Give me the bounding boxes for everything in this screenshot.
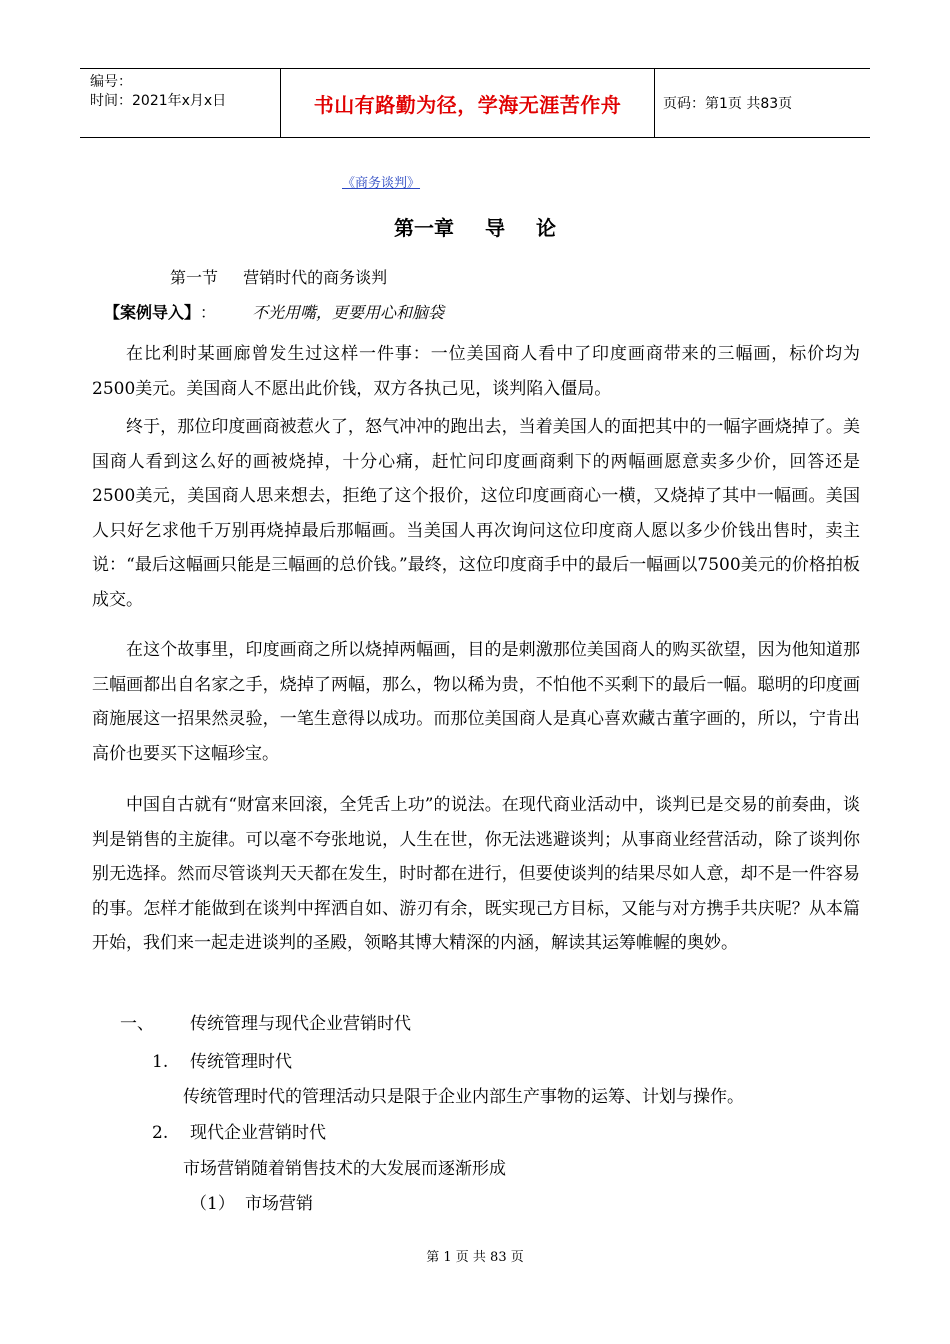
section-title: 第一节 营销时代的商务谈判 [170, 268, 388, 287]
paragraph-4 [92, 788, 860, 961]
motto: 书山有路勤为径，学海无涯苦作舟 [313, 92, 622, 117]
paragraph-text: 在比利时某画廊曾发生过这样一件事：一位美国商人看中了印度画商带来的三幅画，标价均为2500美元。美国商人不愿出此价钱，双方各执己见，谈判陷入僵局。 [92, 344, 860, 399]
item-1-description: 传统管理时代的管理活动只是限于企业内部生产事物的运筹、计划与操作。 [183, 1087, 744, 1107]
header-left-cell [80, 69, 280, 137]
paragraph-text: 终于，那位印度画商被惹火了，怒气冲冲的跑出去，当着美国人的面把其中的一幅字画烧掉了。美国商人看到这么好的画被烧掉，十分心痛，赶忙问印度画商剩下的两幅画愿意卖多少价，回答还是2500美元，美国商人思来想去，拒绝了这个报价，这位印度画商心一横，又烧掉了其中一幅画。美国人只好乞求他千万别再烧掉最后那幅画。当美国人再次询问这位印度商人愿以多少价钱出售时，卖主说：“最后这幅画只能是三幅画的总价钱。”最终，这位印度商手中的最后一幅画以7500美元的价格拍板成交。 [92, 417, 860, 610]
page-header [80, 68, 870, 138]
case-title: 不光用嘴，更要用心和脑袋 [252, 303, 445, 322]
item-text: 传统管理时代 [190, 1052, 292, 1072]
list-item-2 [152, 1118, 326, 1143]
item-number: 1. [152, 1052, 169, 1072]
item-text: 现代企业营销时代 [190, 1123, 326, 1143]
case-label: 【案例导入】 [104, 303, 201, 322]
paragraph-text: 中国自古就有“财富来回滚，全凭舌上功”的说法。在现代商业活动中，谈判已是交易的前奏曲，谈判是销售的主旋律。可以毫不夸张地说，人生在世，你无法逃避谈判；从事商业经营活动，除了谈判你别无选择。然而尽管谈判天天都在发生，时时都在进行，但要使谈判的结果尽如人意，却不是一件容易的事。怎样才能做到在谈判中挥洒自如、游刃有余，既实现己方目标，又能与对方携手共庆呢？从本篇开始，我们来一起走进谈判的圣殿，领略其博大精深的内涵，解读其运筹帷幄的奥妙。 [92, 795, 860, 953]
list-item-1 [152, 1047, 292, 1072]
sub-item-number: （1） [190, 1194, 235, 1214]
sub-item-1 [190, 1189, 313, 1214]
heading-text: 传统管理与现代企业营销时代 [190, 1014, 411, 1034]
case-colon: ： [200, 303, 217, 322]
title-link[interactable]: 《商务谈判》 [342, 176, 421, 191]
paragraph-3 [92, 633, 860, 771]
header-page-cell [655, 69, 870, 137]
date-label: 时间：2021年x月x日 [90, 93, 227, 109]
number-label: 编号： [90, 74, 132, 90]
case-intro [104, 300, 444, 323]
page-info: 页码：第1页 共83页 [663, 96, 793, 112]
sub-item-text: 市场营销 [245, 1194, 313, 1214]
paragraph-text: 在这个故事里，印度画商之所以烧掉两幅画，目的是刺激那位美国商人的购买欲望，因为他知道那三幅画都出自名家之手，烧掉了两幅，那么，物以稀为贵，不怕他不买剩下的最后一幅。聪明的印度画商施展这一招果然灵验，一笔生意得以成功。而那位美国商人是真心喜欢藏古董字画的，所以，宁肯出高价也要买下这幅珍宝。 [92, 640, 860, 764]
item-number: 2. [152, 1123, 169, 1143]
chapter-title: 第一章 导 论 [394, 216, 556, 240]
heading-number: 一、 [120, 1014, 154, 1034]
page-footer: 第 1 页 共 83 页 [426, 1250, 524, 1265]
item-2-description: 市场营销随着销售技术的大发展而逐渐形成 [183, 1159, 506, 1179]
header-motto-cell [280, 69, 655, 137]
paragraph-1 [92, 337, 860, 406]
heading-1 [120, 1009, 411, 1034]
paragraph-2 [92, 410, 860, 617]
